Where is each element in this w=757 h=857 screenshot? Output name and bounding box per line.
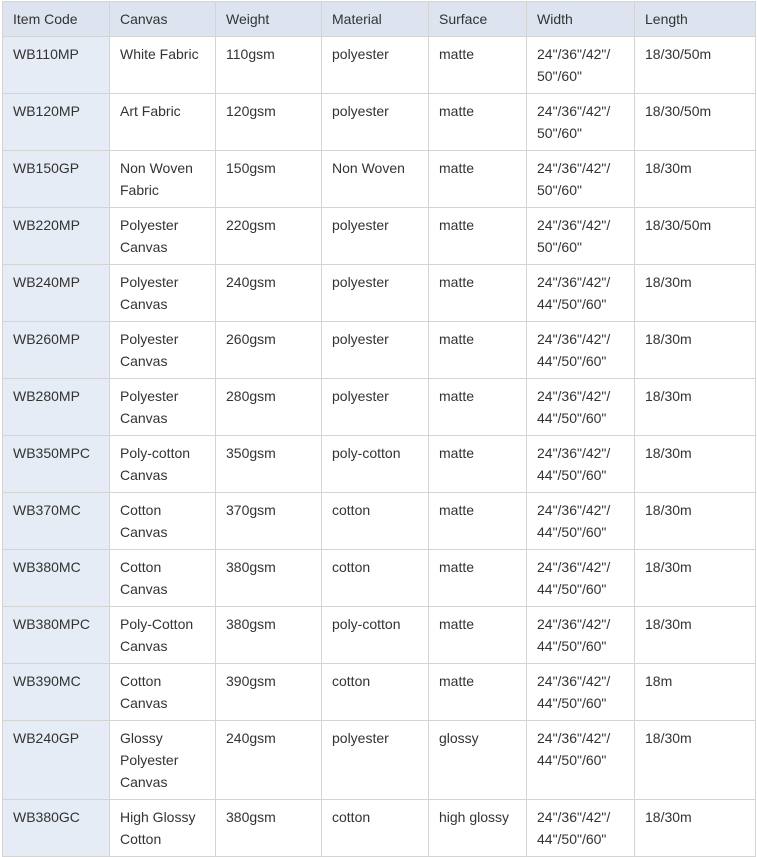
material-cell: cotton [322, 493, 429, 550]
surface-cell: glossy [429, 721, 527, 800]
material-cell: polyester [322, 94, 429, 151]
canvas-cell: Poly-Cotton Canvas [110, 607, 216, 664]
width-cell: 24"/36"/42"/ 44"/50"/60" [527, 436, 635, 493]
table-body [3, 37, 756, 857]
canvas-cell: Non Woven Fabric [110, 151, 216, 208]
canvas-cell: Cotton Canvas [110, 550, 216, 607]
surface-cell: matte [429, 151, 527, 208]
canvas-cell: High Glossy Cotton [110, 800, 216, 857]
width-cell: 24"/36"/42"/ 44"/50"/60" [527, 607, 635, 664]
weight-cell: 150gsm [216, 151, 322, 208]
canvas-cell: Cotton Canvas [110, 493, 216, 550]
item-code-cell: WB260MP [3, 322, 110, 379]
material-cell: poly-cotton [322, 436, 429, 493]
length-cell: 18/30m [635, 436, 756, 493]
item-code-cell: WB380MPC [3, 607, 110, 664]
table-row [3, 607, 756, 664]
length-cell: 18/30m [635, 151, 756, 208]
width-cell: 24"/36"/42"/ 44"/50"/60" [527, 379, 635, 436]
table-row [3, 151, 756, 208]
length-cell: 18/30m [635, 322, 756, 379]
item-code-cell: WB120MP [3, 94, 110, 151]
length-cell: 18/30m [635, 607, 756, 664]
length-cell: 18/30m [635, 550, 756, 607]
width-cell: 24"/36"/42"/ 50"/60" [527, 94, 635, 151]
item-code-cell: WB390MC [3, 664, 110, 721]
material-cell: polyester [322, 37, 429, 94]
header-row [3, 2, 756, 37]
material-cell: poly-cotton [322, 607, 429, 664]
material-cell: polyester [322, 322, 429, 379]
length-cell: 18/30m [635, 493, 756, 550]
table-row [3, 379, 756, 436]
width-cell: 24"/36"/42"/ 44"/50"/60" [527, 265, 635, 322]
length-cell: 18/30m [635, 265, 756, 322]
item-code-cell: WB350MPC [3, 436, 110, 493]
length-cell: 18m [635, 664, 756, 721]
surface-cell: matte [429, 436, 527, 493]
surface-cell: matte [429, 208, 527, 265]
canvas-cell: Polyester Canvas [110, 265, 216, 322]
width-cell: 24"/36"/42"/ 44"/50"/60" [527, 721, 635, 800]
table-row [3, 721, 756, 800]
item-code-cell: WB240MP [3, 265, 110, 322]
surface-cell: high glossy [429, 800, 527, 857]
width-cell: 24"/36"/42"/ 50"/60" [527, 37, 635, 94]
material-cell: cotton [322, 664, 429, 721]
width-cell: 24"/36"/42"/ 50"/60" [527, 151, 635, 208]
item-code-cell: WB370MC [3, 493, 110, 550]
table-row [3, 265, 756, 322]
product-spec-table [2, 1, 756, 857]
width-cell: 24"/36"/42"/ 44"/50"/60" [527, 493, 635, 550]
header-width: Width [527, 2, 635, 37]
table-row [3, 550, 756, 607]
canvas-cell: Cotton Canvas [110, 664, 216, 721]
surface-cell: matte [429, 379, 527, 436]
width-cell: 24"/36"/42"/ 44"/50"/60" [527, 800, 635, 857]
table-row [3, 800, 756, 857]
weight-cell: 380gsm [216, 800, 322, 857]
material-cell: polyester [322, 265, 429, 322]
material-cell: Non Woven [322, 151, 429, 208]
surface-cell: matte [429, 37, 527, 94]
length-cell: 18/30m [635, 721, 756, 800]
weight-cell: 110gsm [216, 37, 322, 94]
canvas-cell: Glossy Polyester Canvas [110, 721, 216, 800]
item-code-cell: WB150GP [3, 151, 110, 208]
weight-cell: 260gsm [216, 322, 322, 379]
header-material: Material [322, 2, 429, 37]
table-row [3, 664, 756, 721]
weight-cell: 120gsm [216, 94, 322, 151]
table-row [3, 208, 756, 265]
canvas-cell: Art Fabric [110, 94, 216, 151]
header-item-code: Item Code [3, 2, 110, 37]
header-length: Length [635, 2, 756, 37]
width-cell: 24"/36"/42"/ 44"/50"/60" [527, 550, 635, 607]
item-code-cell: WB220MP [3, 208, 110, 265]
surface-cell: matte [429, 322, 527, 379]
weight-cell: 280gsm [216, 379, 322, 436]
surface-cell: matte [429, 493, 527, 550]
item-code-cell: WB240GP [3, 721, 110, 800]
length-cell: 18/30/50m [635, 94, 756, 151]
weight-cell: 240gsm [216, 721, 322, 800]
width-cell: 24"/36"/42"/ 44"/50"/60" [527, 664, 635, 721]
weight-cell: 380gsm [216, 607, 322, 664]
item-code-cell: WB280MP [3, 379, 110, 436]
item-code-cell: WB380GC [3, 800, 110, 857]
header-weight: Weight [216, 2, 322, 37]
header-surface: Surface [429, 2, 527, 37]
weight-cell: 380gsm [216, 550, 322, 607]
weight-cell: 220gsm [216, 208, 322, 265]
length-cell: 18/30m [635, 379, 756, 436]
table-row [3, 94, 756, 151]
table-row [3, 322, 756, 379]
table-header [3, 2, 756, 37]
width-cell: 24"/36"/42"/ 44"/50"/60" [527, 322, 635, 379]
length-cell: 18/30/50m [635, 37, 756, 94]
canvas-cell: White Fabric [110, 37, 216, 94]
material-cell: polyester [322, 208, 429, 265]
length-cell: 18/30m [635, 800, 756, 857]
header-canvas: Canvas [110, 2, 216, 37]
width-cell: 24"/36"/42"/ 50"/60" [527, 208, 635, 265]
surface-cell: matte [429, 550, 527, 607]
weight-cell: 390gsm [216, 664, 322, 721]
material-cell: polyester [322, 379, 429, 436]
surface-cell: matte [429, 607, 527, 664]
surface-cell: matte [429, 265, 527, 322]
table-row [3, 37, 756, 94]
surface-cell: matte [429, 664, 527, 721]
item-code-cell: WB110MP [3, 37, 110, 94]
table-row [3, 436, 756, 493]
material-cell: cotton [322, 550, 429, 607]
material-cell: cotton [322, 800, 429, 857]
weight-cell: 240gsm [216, 265, 322, 322]
item-code-cell: WB380MC [3, 550, 110, 607]
table-row [3, 493, 756, 550]
canvas-cell: Polyester Canvas [110, 322, 216, 379]
length-cell: 18/30/50m [635, 208, 756, 265]
canvas-cell: Polyester Canvas [110, 208, 216, 265]
weight-cell: 370gsm [216, 493, 322, 550]
weight-cell: 350gsm [216, 436, 322, 493]
canvas-cell: Poly-cotton Canvas [110, 436, 216, 493]
material-cell: polyester [322, 721, 429, 800]
surface-cell: matte [429, 94, 527, 151]
canvas-cell: Polyester Canvas [110, 379, 216, 436]
